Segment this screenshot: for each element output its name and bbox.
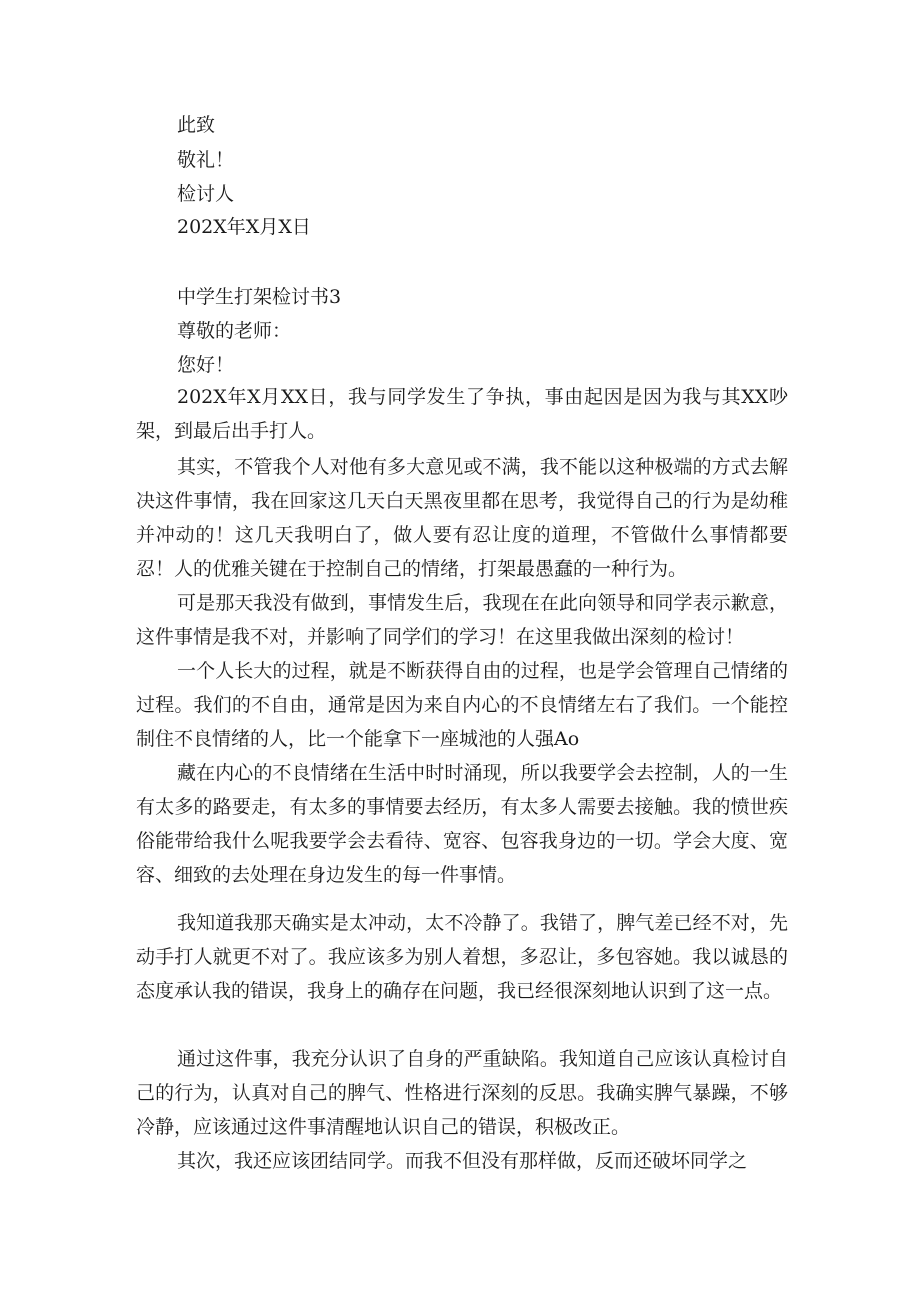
closing-signer: 检讨人 xyxy=(177,183,235,205)
closing-date: 202X年X月X日 xyxy=(177,216,311,238)
closing-salutation: 此致 xyxy=(177,114,216,136)
body-paragraph: 一个人长大的过程，就是不断获得自由的过程，也是学会管理自己情绪的过程。我们的不自由，通常是因为来自内心的不良情绪左右了我们。一个能控制住不良情绪的人，比一个能拿下一座城池的人强Ao xyxy=(136,660,788,750)
letter-title: 中学生打架检讨书3 xyxy=(177,286,342,308)
body-paragraph: 其次，我还应该团结同学。而我不但没有那样做，反而还破坏同学之 xyxy=(177,1150,748,1172)
letter-recipient: 尊敬的老师： xyxy=(177,320,292,342)
body-paragraph: 其实，不管我个人对他有多大意见或不满，我不能以这种极端的方式去解决这件事情，我在回家这几天白天黑夜里都在思考，我觉得自己的行为是幼稚并冲动的！这几天我明白了，做人要有忍让度的道理，不管做什么事情都要忍！人的优雅关键在于控制自己的情绪，打架最愚蠢的一种行为。 xyxy=(136,456,788,580)
body-paragraph: 藏在内心的不良情绪在生活中时时涌现，所以我要学会去控制，人的一生有太多的路要走，有太多的事情要去经历，有太多人需要去接触。我的愤世疾俗能带给我什么呢我要学会去看待、宽容、包容我身边的一切。学会大度、宽容、细致的去处理在身边发生的每一件事情。 xyxy=(136,762,788,886)
letter-greeting: 您好！ xyxy=(177,354,235,376)
body-paragraph: 可是那天我没有做到，事情发生后，我现在在此向领导和同学表示歉意，这件事情是我不对，并影响了同学们的学习！在这里我做出深刻的检讨！ xyxy=(136,592,788,648)
body-paragraph: 通过这件事，我充分认识了自身的严重缺陷。我知道自己应该认真检讨自己的行为，认真对自己的脾气、性格进行深刻的反思。我确实脾气暴躁，不够冷静，应该通过这件事清醒地认识自己的错误，积极改正。 xyxy=(136,1048,788,1138)
closing-regards: 敬礼！ xyxy=(177,149,235,171)
body-paragraph: 202X年X月XX日，我与同学发生了争执，事由起因是因为我与其XX吵架，到最后出手打人。 xyxy=(136,386,788,442)
body-paragraph: 我知道我那天确实是太冲动，太不冷静了。我错了，脾气差已经不对，先动手打人就更不对了。我应该多为别人着想，多忍让，多包容她。我以诚恳的态度承认我的错误，我身上的确存在问题，我已经很深刻地认识到了这一点。 xyxy=(136,912,788,1002)
